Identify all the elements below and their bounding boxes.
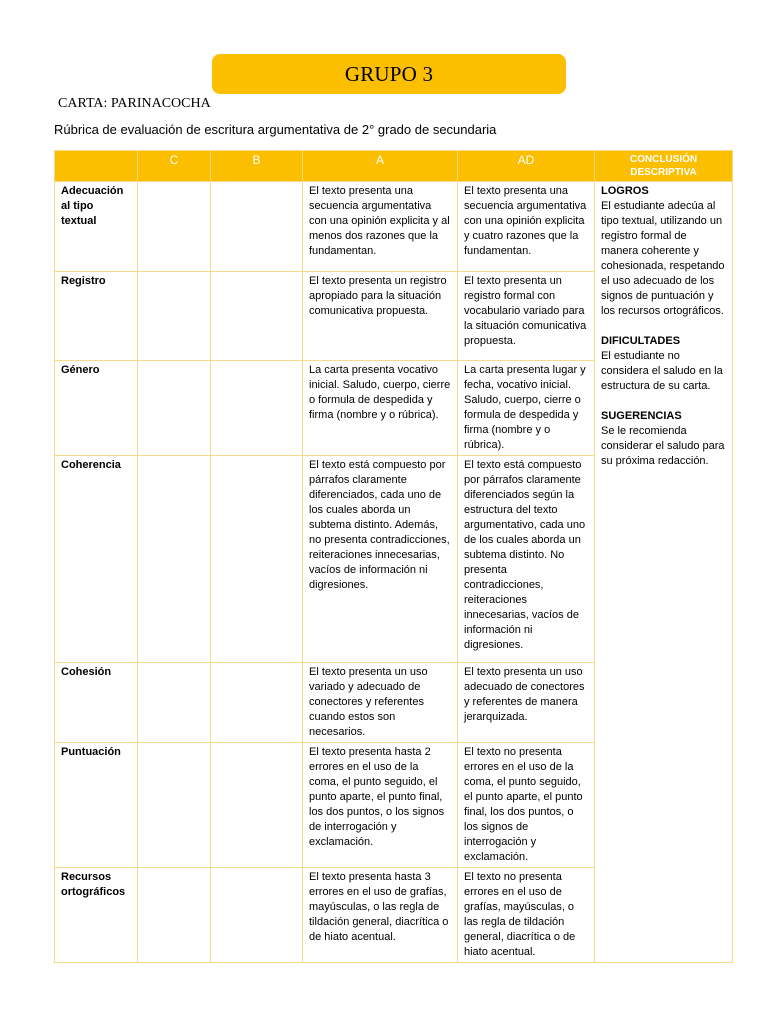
- conclusion-cell: [595, 182, 733, 963]
- level-b-cell: [211, 361, 303, 456]
- table-header-row: [55, 151, 733, 182]
- table-row: [55, 182, 733, 272]
- level-c-cell: [138, 663, 211, 743]
- column-header: [55, 151, 138, 182]
- column-header: B: [211, 151, 303, 182]
- column-header: A: [303, 151, 458, 182]
- criterion-cell: Registro: [55, 272, 138, 361]
- level-c-cell: [138, 361, 211, 456]
- column-header: CONCLUSIÓN DESCRIPTIVA: [595, 151, 733, 182]
- sugerencias-heading: SUGERENCIAS: [601, 410, 682, 422]
- level-a-cell: El texto presenta una secuencia argumentativa con una opinión explicita y al menos dos razones que la fundamentan.: [303, 182, 458, 272]
- level-c-cell: [138, 868, 211, 963]
- dificultades-heading: DIFICULTADES: [601, 335, 681, 347]
- logros-heading: LOGROS: [601, 185, 649, 197]
- column-header: AD: [458, 151, 595, 182]
- level-c-cell: [138, 182, 211, 272]
- criterion-cell: Coherencia: [55, 456, 138, 663]
- criterion-cell: Adecuación al tipo textual: [55, 182, 138, 272]
- dificultades-text: El estudiante no considera el saludo en la estructura de su carta.: [601, 350, 723, 392]
- level-ad-cell: El texto no presenta errores en el uso de la coma, el punto seguido, el punto aparte, el punto final, los dos puntos, o los signos de interrogación y exclamación.: [458, 743, 595, 868]
- rubric-subtitle: Rúbrica de evaluación de escritura argumentativa de 2° grado de secundaria: [54, 122, 497, 137]
- criterion-cell: Puntuación: [55, 743, 138, 868]
- logros-text: El estudiante adecúa al tipo textual, utilizando un registro formal de manera coherente y cohesionada, respetando el uso adecuado de los signos de puntuación y los recursos ortográficos.: [601, 200, 725, 317]
- level-b-cell: [211, 456, 303, 663]
- level-b-cell: [211, 743, 303, 868]
- level-b-cell: [211, 663, 303, 743]
- level-ad-cell: El texto está compuesto por párrafos claramente diferenciados según la estructura del texto argumentativo, cada uno de los cuales aborda un subtema distinto. No presenta contradicciones, reiteraciones innecesarias, vacíos de información ni digresiones.: [458, 456, 595, 663]
- criterion-cell: Recursos ortográficos: [55, 868, 138, 963]
- page-title: GRUPO 3: [344, 61, 434, 86]
- level-b-cell: [211, 182, 303, 272]
- sugerencias-text: Se le recomienda considerar el saludo para su próxima redacción.: [601, 425, 725, 467]
- level-ad-cell: El texto presenta un registro formal con vocabulario variado para la situación comunicativa propuesta.: [458, 272, 595, 361]
- level-b-cell: [211, 868, 303, 963]
- level-a-cell: El texto presenta hasta 2 errores en el uso de la coma, el punto seguido, el punto aparte, el punto final, los dos puntos, o los signos de interrogación y exclamación.: [303, 743, 458, 868]
- level-a-cell: El texto presenta un uso variado y adecuado de conectores y referentes cuando estos son necesarios.: [303, 663, 458, 743]
- level-a-cell: El texto está compuesto por párrafos claramente diferenciados, cada uno de los cuales aborda un subtema distinto. Además, no presenta contradicciones, reiteraciones innecesarias, vacíos de información ni digresiones.: [303, 456, 458, 663]
- criterion-cell: Género: [55, 361, 138, 456]
- level-a-cell: El texto presenta hasta 3 errores en el uso de grafías, mayúsculas, o las regla de tildación general, diacrítica o de hiato acentual.: [303, 868, 458, 963]
- rubric-table: [54, 150, 733, 963]
- level-c-cell: [138, 456, 211, 663]
- column-header: C: [138, 151, 211, 182]
- level-ad-cell: El texto presenta un uso adecuado de conectores y referentes de manera jerarquizada.: [458, 663, 595, 743]
- level-a-cell: El texto presenta un registro apropiado para la situación comunicativa propuesta.: [303, 272, 458, 361]
- level-c-cell: [138, 272, 211, 361]
- level-c-cell: [138, 743, 211, 868]
- level-a-cell: La carta presenta vocativo inicial. Saludo, cuerpo, cierre o formula de despedida y firma (nombre y o rúbrica).: [303, 361, 458, 456]
- level-ad-cell: La carta presenta lugar y fecha, vocativo inicial. Saludo, cuerpo, cierre o formula de despedida y firma (nombre y o rúbrica).: [458, 361, 595, 456]
- level-b-cell: [211, 272, 303, 361]
- letter-label: CARTA: PARINACOCHA: [58, 96, 211, 111]
- title-banner: [212, 54, 566, 94]
- level-ad-cell: El texto presenta una secuencia argumentativa con una opinión explicita y cuatro razones que la fundamentan.: [458, 182, 595, 272]
- level-ad-cell: El texto no presenta errores en el uso de grafías, mayúsculas, o las regla de tildación general, diacrítica o de hiato acentual.: [458, 868, 595, 963]
- criterion-cell: Cohesión: [55, 663, 138, 743]
